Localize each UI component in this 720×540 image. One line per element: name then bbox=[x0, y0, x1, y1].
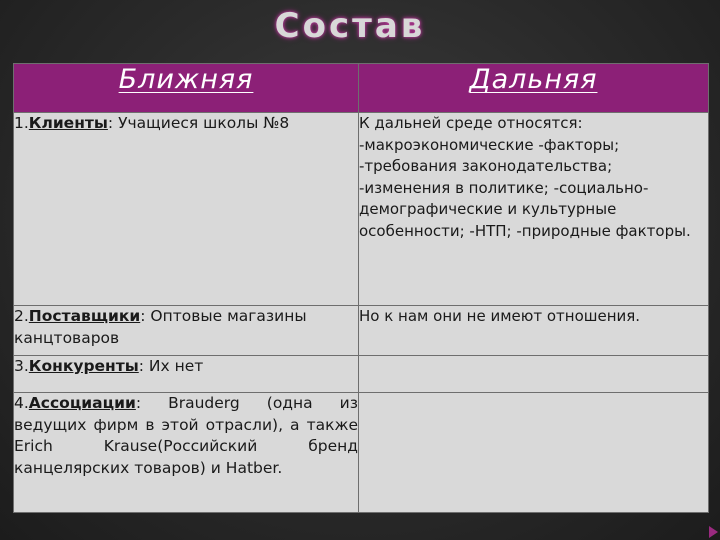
row-suppliers-near bbox=[14, 306, 359, 356]
row-associations-far bbox=[359, 393, 709, 513]
row-clients-near bbox=[14, 113, 359, 306]
composition-table bbox=[13, 63, 709, 513]
row-suppliers-far: Но к нам они не имеют отношения. bbox=[359, 306, 709, 356]
header-far-label: Дальняя bbox=[469, 64, 598, 95]
table-header-row bbox=[14, 64, 709, 113]
row-label: Ассоциации bbox=[28, 394, 136, 412]
row-text: Учащиеся школы №8 bbox=[113, 114, 290, 132]
row-separator: : bbox=[138, 357, 144, 375]
table-row bbox=[14, 356, 709, 393]
row-label: Поставщики bbox=[28, 307, 141, 325]
row-associations-near bbox=[14, 393, 359, 513]
row-number: 1. bbox=[14, 114, 29, 132]
row-clients-far: К дальней среде относятся: -макроэкономические -факторы; -требования законодательства; -изменения в политике; -социально-демографические и культурные особенности; -НТП; -природные факторы. bbox=[359, 113, 709, 306]
row-competitors-near bbox=[14, 356, 359, 393]
slide-corner-arrow-icon bbox=[709, 526, 718, 538]
row-text: Их нет bbox=[144, 357, 204, 375]
header-near bbox=[14, 64, 359, 113]
row-number: 4. bbox=[14, 394, 29, 412]
header-near-label: Ближняя bbox=[118, 64, 254, 95]
row-separator: : bbox=[135, 394, 142, 412]
table-row bbox=[14, 393, 709, 513]
row-label: Клиенты bbox=[28, 114, 108, 132]
row-text: Оптовые магазины канцтоваров bbox=[14, 307, 307, 347]
slide-title: Состав bbox=[274, 6, 426, 46]
row-competitors-far bbox=[359, 356, 709, 393]
row-label: Конкуренты bbox=[28, 357, 139, 375]
row-text: Brauderg (одна из ведущих фирм в этой отрасли), а также Erich Krause(Российский бренд канцелярских товаров) и Hatber. bbox=[14, 394, 358, 477]
table-row bbox=[14, 306, 709, 356]
table-row bbox=[14, 113, 709, 306]
row-number: 2. bbox=[14, 307, 29, 325]
row-separator: : bbox=[107, 114, 114, 132]
row-separator: : bbox=[140, 307, 146, 325]
row-number: 3. bbox=[14, 357, 29, 375]
header-far bbox=[359, 64, 709, 113]
